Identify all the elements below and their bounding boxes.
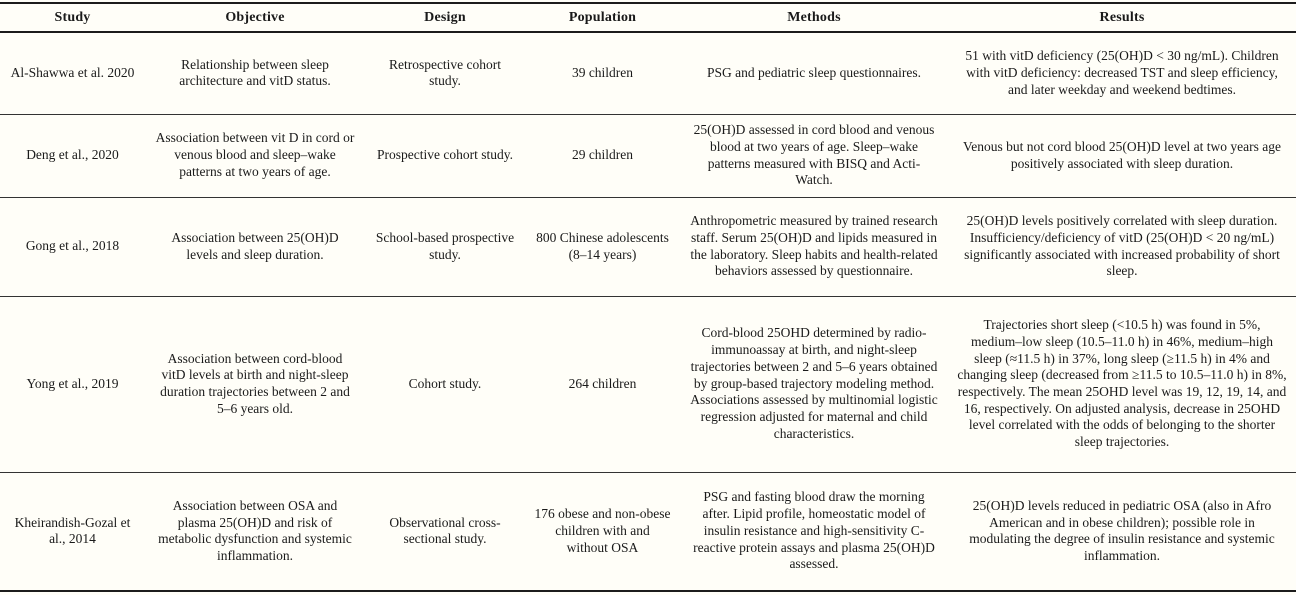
cell-methods: PSG and pediatric sleep questionnaires. xyxy=(706,64,922,80)
column-header-results: Results xyxy=(1099,9,1145,25)
cell-design: School-based prospective study. xyxy=(375,229,515,262)
cell-population: 800 Chinese adolescents (8–14 years) xyxy=(536,229,669,262)
cell-methods: Anthropometric measured by trained research staff. Serum 25(OH)D and lipids measured in the laboratory. Sleep habits and health-related behaviors assessed by questionnaire. xyxy=(690,213,938,279)
cell-population: 264 children xyxy=(568,375,637,391)
cell-population: 29 children xyxy=(571,147,634,163)
header-row xyxy=(0,3,1296,32)
cell-design: Observational cross-sectional study. xyxy=(389,514,501,547)
column-header-study: Study xyxy=(54,9,91,25)
cell-methods: Cord-blood 25OHD determined by radio-immunoassay at birth, and night-sleep trajectories between 2 and 5–6 years obtained by group-based trajectory modeling method. Associations assessed by multinomial logistic regression adjusted for maternal and child characteristics. xyxy=(690,325,938,441)
table-row xyxy=(0,197,1296,296)
column-header-design: Design xyxy=(424,9,466,25)
cell-results: 25(OH)D levels reduced in pediatric OSA (also in Afro American and in obese children); possible role in modulating the degree of insulin resistance and systemic inflammation. xyxy=(969,497,1275,563)
column-header-methods: Methods xyxy=(787,9,841,25)
cell-objective: Association between 25(OH)D levels and sleep duration. xyxy=(171,229,339,262)
studies-summary-table xyxy=(0,2,1296,592)
cell-objective: Association between vit D in cord or venous blood and sleep–wake patterns at two years of age. xyxy=(155,130,355,179)
cell-design: Cohort study. xyxy=(408,375,482,391)
cell-results: Trajectories short sleep (<10.5 h) was found in 5%, medium–low sleep (10.5–11.0 h) in 46%, medium–high sleep (≈11.5 h) in 37%, long sleep (≥11.5 h) in 4% and changing sleep (decreased from ≥11.5 to 10.5–11.0 h) in 8%, respectively. The mean 25OHD level was 19, 12, 19, 14, and 16, respectively. On adjusted analysis, decrease in 25OHD level correlated with the odds of belonging to the shorter sleep trajectories. xyxy=(957,317,1287,450)
cell-population: 176 obese and non-obese children with and without OSA xyxy=(534,506,671,555)
cell-results: Venous but not cord blood 25(OH)D level at two years age positively associated with sleep duration. xyxy=(963,138,1281,171)
table-row xyxy=(0,296,1296,472)
cell-study: Yong et al., 2019 xyxy=(26,375,119,391)
cell-study: Al-Shawwa et al. 2020 xyxy=(10,64,135,80)
cell-study: Gong et al., 2018 xyxy=(25,238,120,254)
table-row xyxy=(0,114,1296,197)
cell-objective: Association between cord-blood vitD levels at birth and night-sleep duration trajectories between 2 and 5–6 years old. xyxy=(160,350,350,416)
cell-methods: PSG and fasting blood draw the morning after. Lipid profile, homeostatic model of insulin resistance and high-sensitivity C-reactive protein assays and plasma 25(OH)D assessed. xyxy=(693,489,935,572)
column-header-objective: Objective xyxy=(225,9,285,25)
cell-design: Retrospective cohort study. xyxy=(388,56,502,89)
cell-objective: Association between OSA and plasma 25(OH)D and risk of metabolic dysfunction and systemic inflammation. xyxy=(158,497,352,563)
cell-objective: Relationship between sleep architecture and vitD status. xyxy=(179,56,331,89)
cell-study: Deng et al., 2020 xyxy=(26,147,119,163)
cell-design: Prospective cohort study. xyxy=(377,147,513,163)
cell-population: 39 children xyxy=(571,64,634,80)
table-row xyxy=(0,472,1296,591)
table-row xyxy=(0,32,1296,114)
cell-results: 51 with vitD deficiency (25(OH)D < 30 ng/mL). Children with vitD deficiency: decreased TST and sleep efficiency, and later weekday and weekend bedtimes. xyxy=(965,48,1279,97)
column-header-population: Population xyxy=(568,9,637,25)
cell-study: Kheirandish-Gozal et al., 2014 xyxy=(14,514,131,547)
cell-results: 25(OH)D levels positively correlated with sleep duration. Insufficiency/deficiency of vitD (25(OH)D < 20 ng/mL) significantly associated with increased probability of short sleep. xyxy=(964,213,1280,279)
cell-methods: 25(OH)D assessed in cord blood and venous blood at two years of age. Sleep–wake patterns measured with BISQ and Acti-Watch. xyxy=(693,122,935,188)
